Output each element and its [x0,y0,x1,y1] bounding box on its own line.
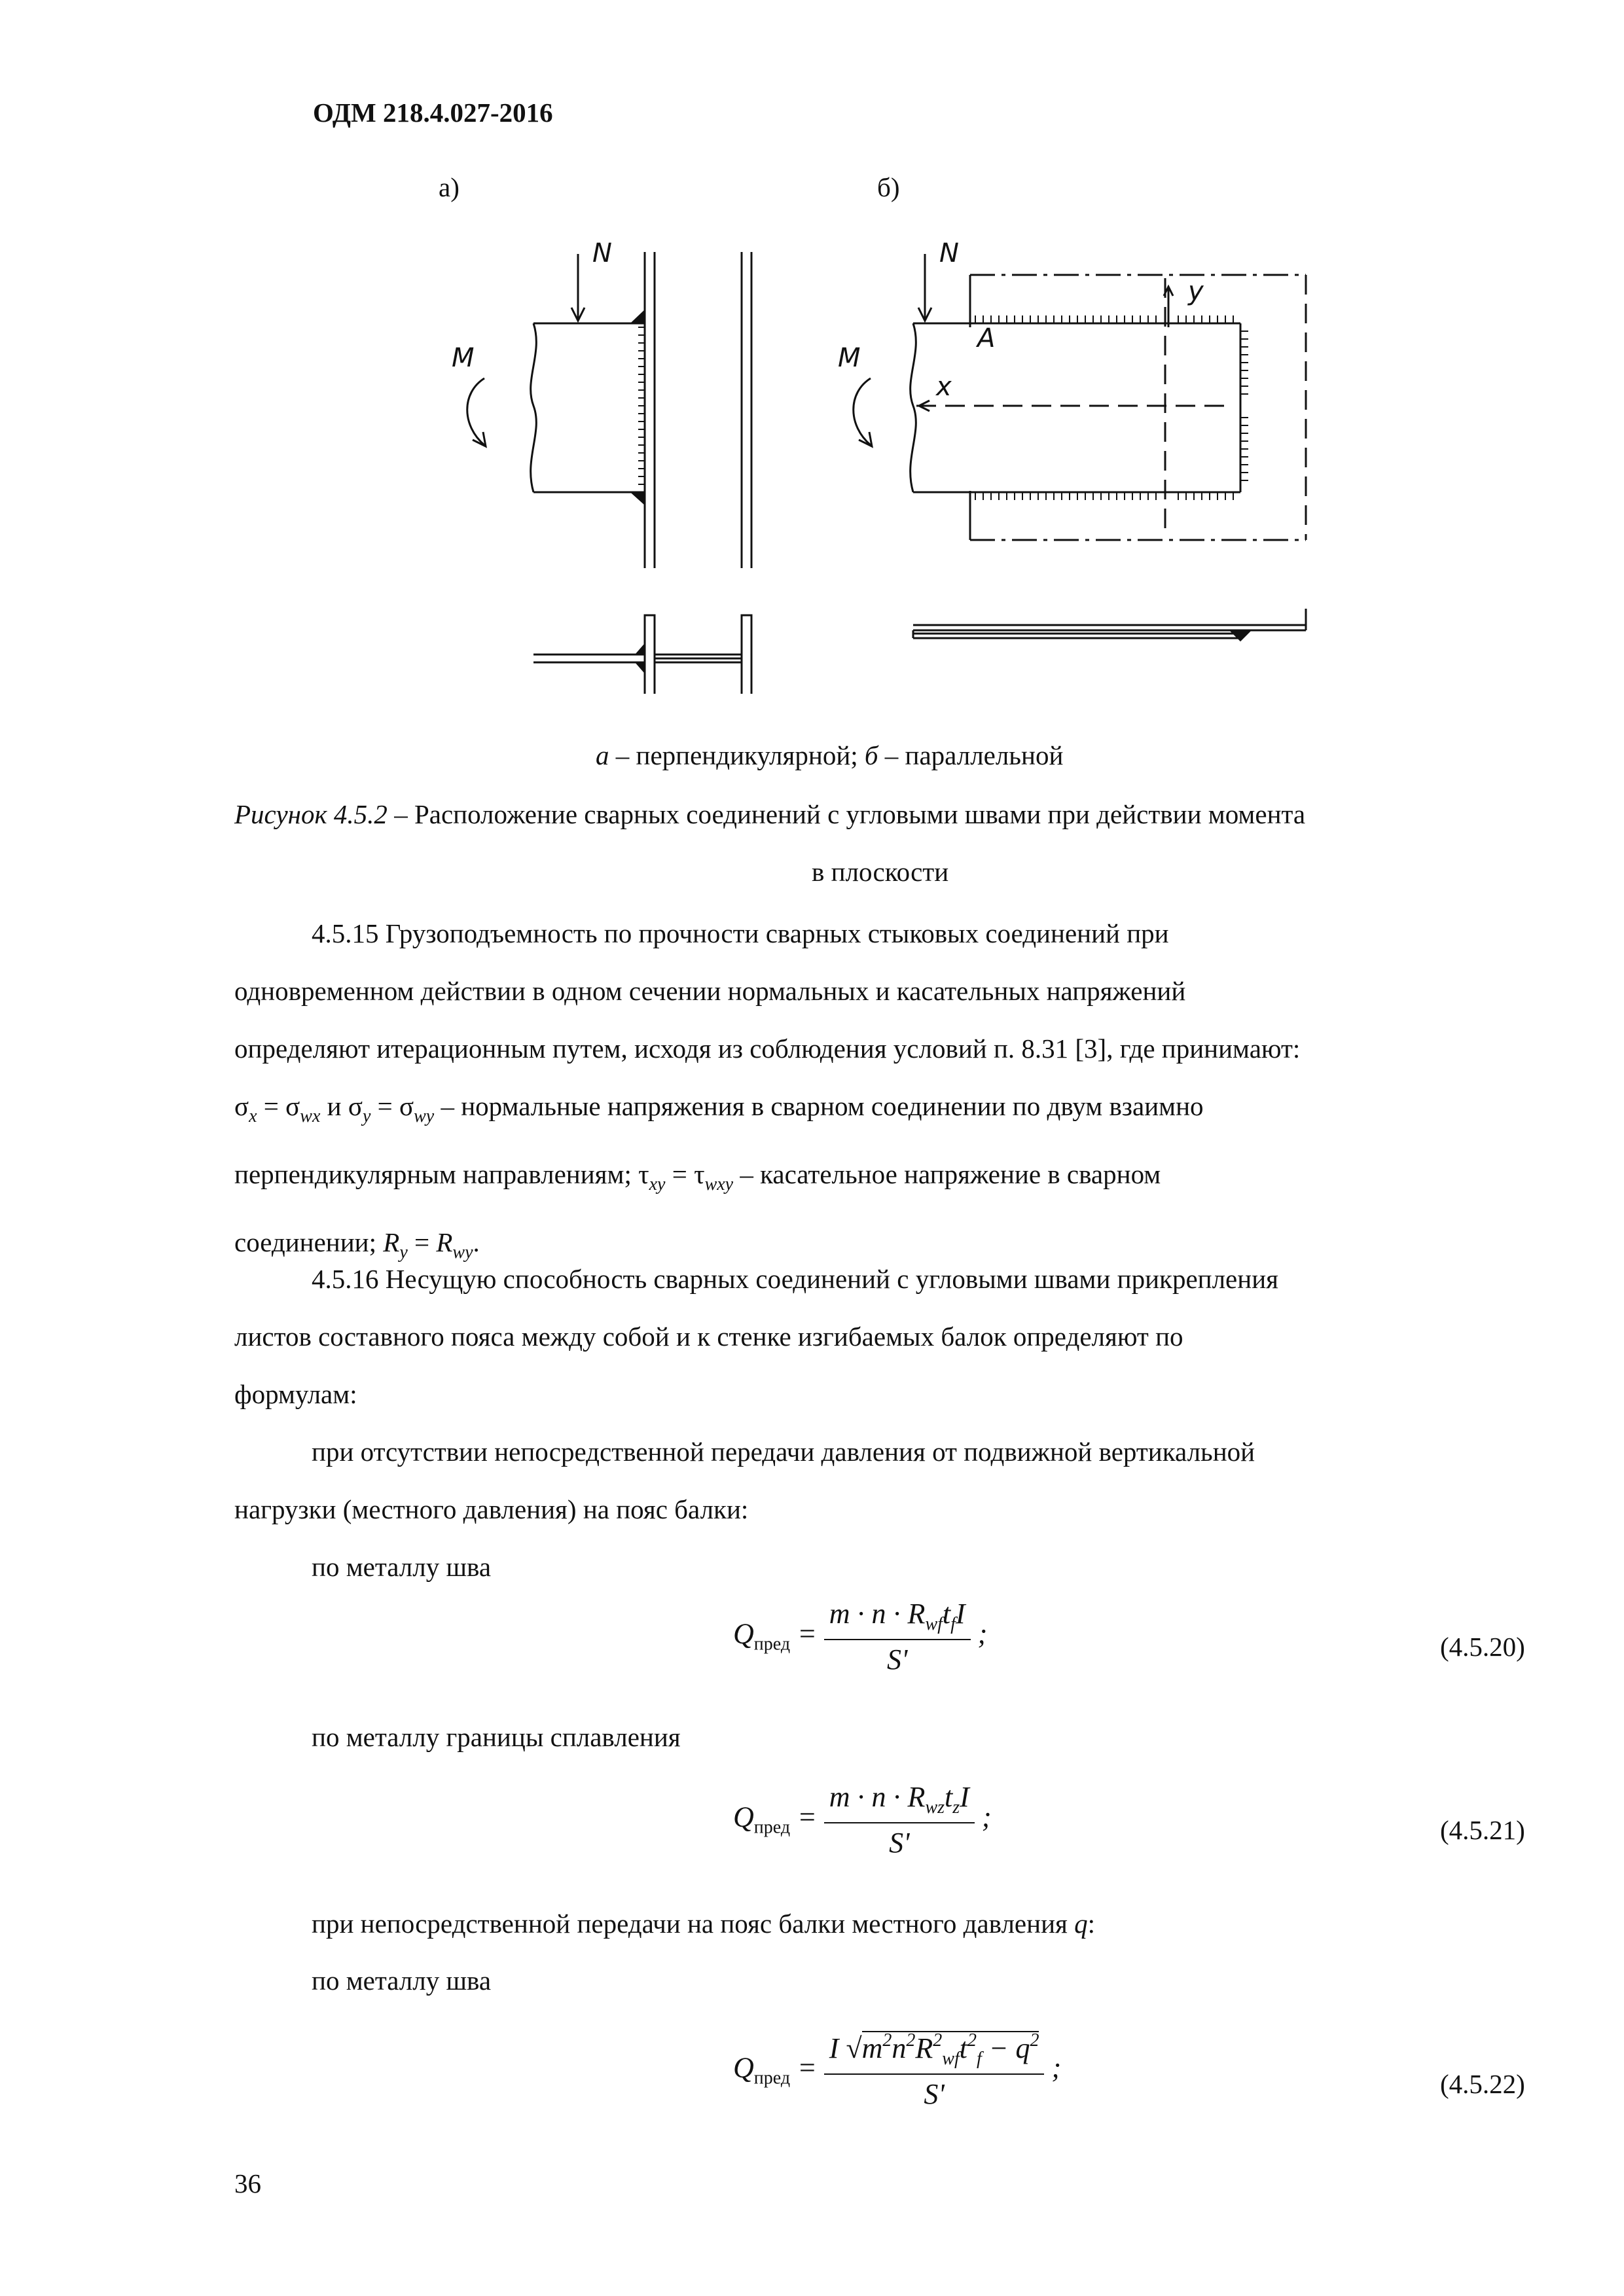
figure-label-a: а) [439,172,460,202]
formula-number-4-5-20: (4.5.20) [1440,1632,1525,1662]
force-N-label-a: N [592,238,612,268]
paragraph-4-5-16: 4.5.16 Несущую способность сварных соединений с угловыми швами прикрепления листов составного пояса между собой и к стенке изгибаемых балок определяют по формулам: при отсутствии непосредственной передачи давления от подвижной вертикальной нагрузки (местного давления) на пояс балки: по металлу шва [234,1264,1279,1582]
figure-caption-line2: в плоскости [812,857,949,887]
formula-number-4-5-21: (4.5.21) [1440,1815,1525,1845]
text-weld-metal-2: по металлу шва [312,1965,492,1996]
point-A-label: A [977,323,996,353]
document-code: ОДМ 218.4.027-2016 [313,98,553,128]
text-direct-transfer: при непосредственной передачи на пояс балки местного давления q: [312,1909,1096,1939]
formula-4-5-20: $Q_{пред}$ = $\frac{m \cdot n \cdot R_{wf}t_fI}{S'}$ ; [733,1598,988,1676]
moment-M-label-a: M [452,343,475,373]
formula-4-5-21: $Q_{пред}$ = $\frac{m \cdot n \cdot R_{wz}t_zI}{S'}$ ; [733,1781,992,1859]
moment-M-label-b: M [838,343,861,373]
page-number: 36 [234,2168,261,2198]
text-fusion-boundary: по металлу границы сплавления [312,1722,681,1752]
formula-number-4-5-22: (4.5.22) [1440,2069,1525,2099]
paragraph-4-5-15: 4.5.15 Грузоподъемность по прочности сварных стыковых соединений при одновременном действии в одном сечении нормальных и касательных напряжений определяют итерационным путем, исходя из соблюдения условий п. 8.31 [3], где принимают: $\sigma_x = \sigma_{wx}$ и $\sigma_y = \sigma_{wy}$ – нормальные напряжения в сварном соединении по двум взаимно перпендикулярным направлениям; $\tau_{xy} = \tau_{wxy}$ – касательное напряжение в сварном соединении; $R_y = R_{wy}$. [234,918,1301,1263]
formula-4-5-22: $Q_{пред}$ = $\frac{I √m^2n^2R^2_{wf}t^2_f - q^2}{S'}$ ; [733,2030,1062,2110]
figure-label-b: б) [877,172,900,202]
force-N-label-b: N [939,238,959,268]
axis-y-label: y [1188,276,1204,306]
figure-caption: Рисунок 4.5.2 – Расположение сварных соединений с угловыми швами при действии момента [234,799,1306,829]
axis-x-label: x [936,372,952,402]
figure-legend: а – перпендикулярной; б – параллельной [596,740,1064,770]
weld-joints-figure [419,223,1335,694]
